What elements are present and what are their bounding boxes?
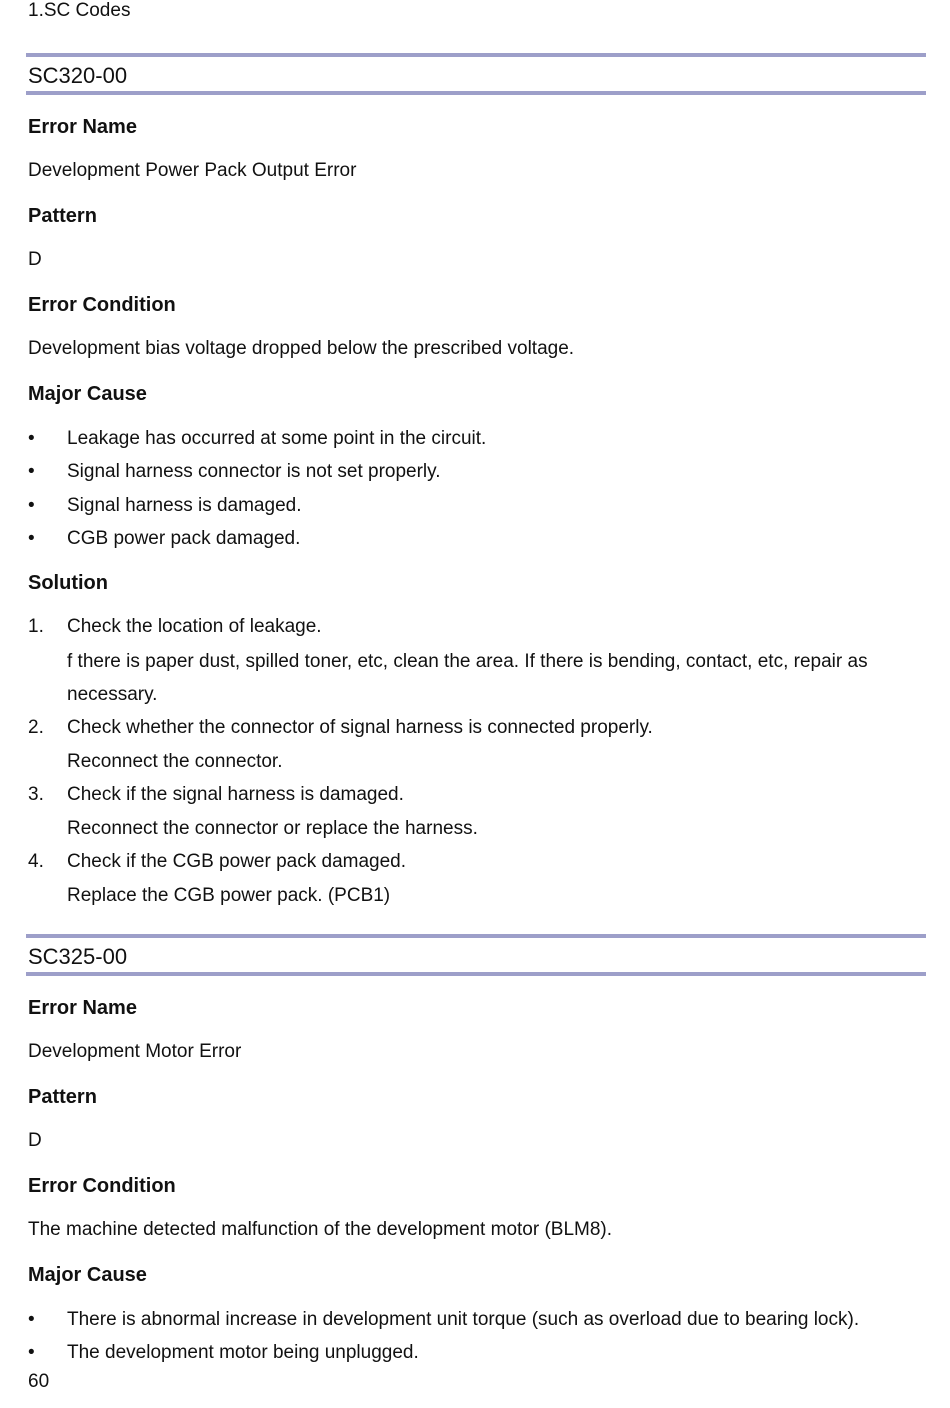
error-condition-value: The machine detected malfunction of the development motor (BLM8). (28, 1219, 613, 1240)
section-header-sc320 (26, 53, 926, 95)
bullet-icon: • (28, 528, 35, 549)
step-number: 4. (28, 851, 44, 872)
step-action: f there is paper dust, spilled toner, etc, clean the area. If there is bending, contact, etc, repair as necessary. (67, 651, 868, 705)
major-cause-heading: Major Cause (28, 383, 147, 405)
cause-text: CGB power pack damaged. (67, 528, 301, 549)
error-condition-value: Development bias voltage dropped below the prescribed voltage. (28, 338, 575, 359)
cause-text: The development motor being unplugged. (67, 1342, 419, 1363)
error-condition-heading: Error Condition (28, 1175, 176, 1197)
sc-code-title: SC325-00 (28, 944, 128, 969)
sc-code-title: SC320-00 (28, 63, 128, 88)
bullet-icon: • (28, 495, 35, 516)
step-action: Reconnect the connector. (67, 751, 283, 772)
step-text: Check if the CGB power pack damaged. (67, 851, 407, 872)
step-number: 2. (28, 717, 44, 738)
bullet-icon: • (28, 1309, 35, 1330)
step-number: 1. (28, 616, 44, 637)
error-name-value: Development Motor Error (28, 1041, 242, 1062)
cause-text: Signal harness connector is not set properly. (67, 461, 441, 482)
error-name-value: Development Power Pack Output Error (28, 160, 357, 181)
bullet-icon: • (28, 1342, 35, 1363)
solution-heading: Solution (28, 572, 108, 594)
step-number: 3. (28, 784, 44, 805)
error-name-heading: Error Name (28, 997, 137, 1019)
bullet-icon: • (28, 428, 35, 449)
cause-text: Leakage has occurred at some point in the circuit. (67, 428, 487, 449)
cause-text: Signal harness is damaged. (67, 495, 302, 516)
step-text: Check if the signal harness is damaged. (67, 784, 404, 805)
page-number: 60 (28, 1371, 50, 1392)
step-text: Check whether the connector of signal harness is connected properly. (67, 717, 653, 738)
pattern-value: D (28, 1130, 42, 1151)
pattern-value: D (28, 249, 42, 270)
step-text: Check the location of leakage. (67, 616, 322, 637)
section-header-sc325 (26, 934, 926, 976)
step-action: Replace the CGB power pack. (PCB1) (67, 885, 391, 906)
major-cause-heading: Major Cause (28, 1264, 147, 1286)
pattern-heading: Pattern (28, 205, 97, 227)
error-condition-heading: Error Condition (28, 294, 176, 316)
error-name-heading: Error Name (28, 116, 137, 138)
cause-text: There is abnormal increase in development unit torque (such as overload due to bearing lock). (67, 1309, 860, 1330)
pattern-heading: Pattern (28, 1086, 97, 1108)
bullet-icon: • (28, 461, 35, 482)
running-header: 1.SC Codes (28, 0, 131, 21)
step-action: Reconnect the connector or replace the harness. (67, 818, 478, 839)
